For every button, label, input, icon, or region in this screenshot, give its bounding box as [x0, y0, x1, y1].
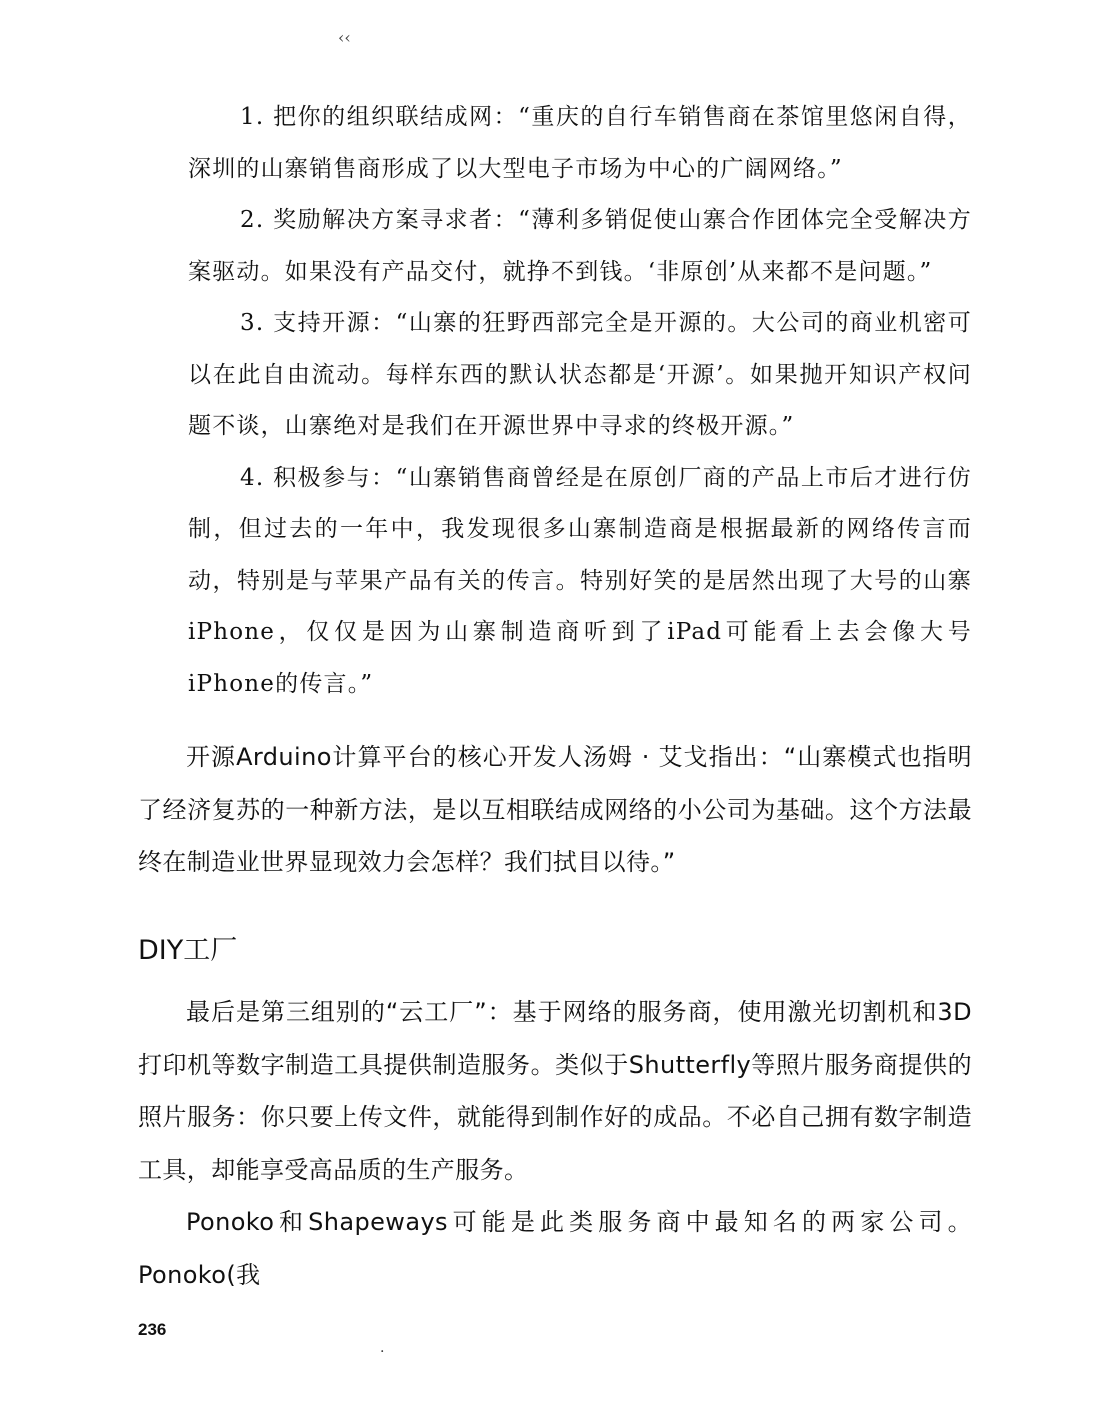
top-scan-mark: ‹‹: [338, 28, 351, 47]
quote-item-3: 3. 支持开源：“山寨的狂野西部完全是开源的。大公司的商业机密可以在此自由流动。每样东西的默认状态都是‘开源’。如果抛开知识产权问题不谈，山寨绝对是我们在开源世界中寻求的终极开源。”: [188, 310, 972, 439]
quote-item-2: 2. 奖励解决方案寻求者：“薄利多销促使山寨合作团体完全受解决方案驱动。如果没有产品交付，就挣不到钱。‘非原创’从来都不是问题。”: [188, 207, 972, 285]
numbered-quote-list: [188, 92, 972, 710]
quote-item-4: 4. 积极参与：“山寨销售商曾经是在原创厂商的产品上市后才进行仿制，但过去的一年中，我发现很多山寨制造商是根据最新的网络传言而动，特别是与苹果产品有关的传言。特别好笑的是居然出现了大号的山寨iPhone，仅仅是因为山寨制造商听到了iPad可能看上去会像大号iPhone的传言。”: [188, 464, 972, 697]
section-heading: DIY工厂: [138, 935, 238, 966]
section-body: [138, 986, 972, 1301]
quote-item-1: 1. 把你的组织联结成网：“重庆的自行车销售商在茶馆里悠闲自得，深圳的山寨销售商形成了以大型电子市场为中心的广阔网络。”: [188, 104, 972, 182]
page-number: 236: [138, 1320, 167, 1339]
section-paragraph-1: 最后是第三组别的“云工厂”：基于网络的服务商，使用激光切割机和3D打印机等数字制造工具提供制造服务。类似于Shutterfly等照片服务商提供的照片服务：你只要上传文件，就能得到制作好的成品。不必自己拥有数字制造工具，却能享受高品质的生产服务。: [138, 998, 972, 1184]
section-paragraph-2: Ponoko和Shapeways可能是此类服务商中最知名的两家公司。Ponoko(我: [138, 1208, 972, 1289]
arduino-paragraph: 开源Arduino计算平台的核心开发人汤姆 · 艾戈指出：“山寨模式也指明了经济复苏的一种新方法，是以互相联结成网络的小公司为基础。这个方法最终在制造业世界显现效力会怎样？我们拭目以待。”: [138, 743, 972, 876]
bottom-scan-mark: .: [380, 1340, 385, 1356]
arduino-paragraph-block: [138, 731, 972, 889]
